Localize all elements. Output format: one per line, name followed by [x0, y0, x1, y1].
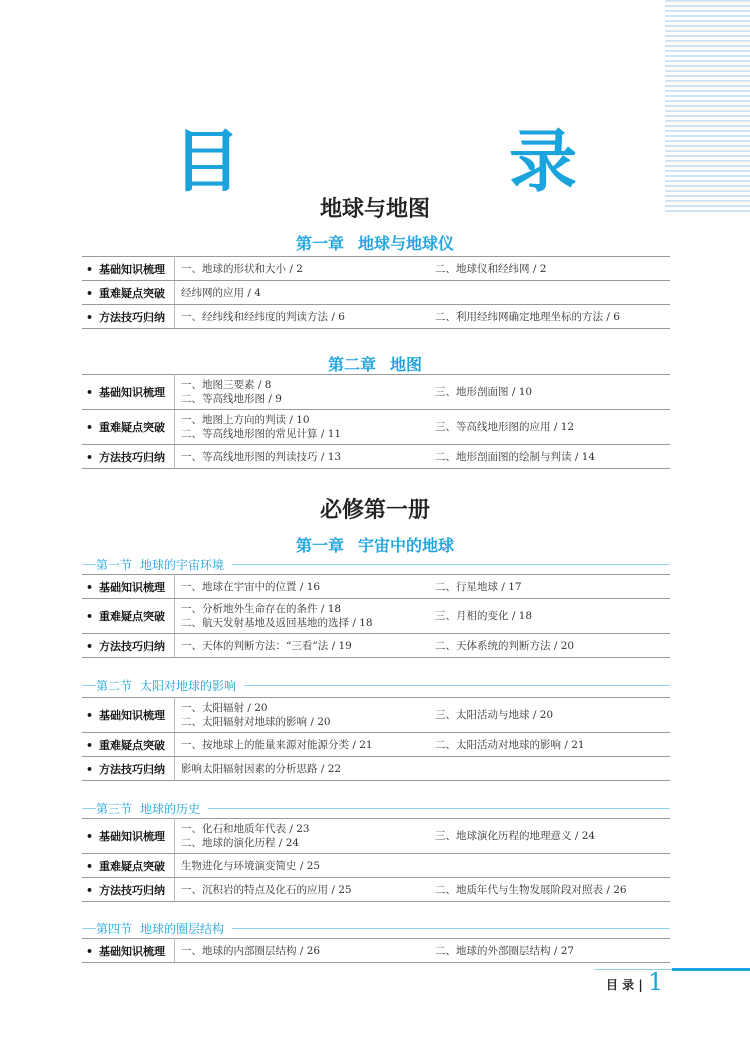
section-heading: [82, 556, 670, 574]
section-heading: [82, 800, 670, 818]
toc-table: [82, 697, 670, 781]
toc-entry[interactable]: 三、地形剖面图 / 10: [435, 386, 533, 398]
row-label: • 基础知识梳理: [82, 698, 175, 733]
toc-table: [82, 818, 670, 902]
footer-accent-bar: [672, 968, 750, 971]
toc-row: [82, 878, 670, 902]
part-title: 必修第一册: [319, 498, 430, 523]
toc-row: [82, 599, 670, 634]
row-label: • 方法技巧归纳: [82, 634, 175, 658]
row-label: • 重难疑点突破: [82, 410, 175, 445]
toc-table: [82, 938, 670, 963]
toc-row: [82, 854, 670, 878]
toc-entry[interactable]: 一、地球的内部圈层结构 / 26: [181, 944, 321, 957]
row-label: • 方法技巧归纳: [82, 757, 175, 781]
toc-row: [82, 281, 670, 305]
page-title: 目 录: [172, 123, 677, 202]
toc-entry[interactable]: 二、等高线地形图的常见计算 / 11: [181, 428, 342, 440]
part-title: 地球与地图: [319, 197, 430, 222]
page-number: 1: [648, 968, 664, 996]
toc-entry[interactable]: 三、太阳活动与地球 / 20: [435, 709, 554, 721]
toc-row: [82, 634, 670, 658]
row-label: • 重难疑点突破: [82, 733, 175, 757]
row-label: • 基础知识梳理: [82, 819, 175, 854]
toc-row: [82, 375, 670, 410]
row-label: • 基础知识梳理: [82, 257, 175, 281]
toc-entry[interactable]: 一、地图三要素 / 8: [181, 379, 272, 391]
toc-row: [82, 575, 670, 599]
toc-entry[interactable]: 一、按地球上的能量来源对能源分类 / 21: [181, 738, 373, 751]
toc-entry[interactable]: 一、地球在宇宙中的位置 / 16: [181, 580, 321, 593]
toc-entry[interactable]: 二、地质年代与生物发展阶段对照表 / 26: [435, 883, 627, 896]
toc-entry[interactable]: 一、沉积岩的特点及化石的应用 / 25: [181, 883, 352, 896]
toc-entry[interactable]: 二、航天发射基地及返回基地的选择 / 18: [181, 617, 373, 629]
toc-entry[interactable]: 二、地形剖面图的绘制与判读 / 14: [435, 450, 596, 463]
toc-entry[interactable]: 生物进化与环境演变简史 / 25: [181, 859, 321, 872]
toc-entry[interactable]: 二、等高线地形图 / 9: [181, 393, 282, 405]
toc-entry[interactable]: 一、地球的形状和大小 / 2: [181, 262, 303, 275]
toc-table: [82, 374, 670, 469]
toc-row: [82, 305, 670, 329]
toc-entry[interactable]: 一、化石和地质年代表 / 23: [181, 823, 310, 835]
row-label: • 基础知识梳理: [82, 939, 175, 963]
row-label: • 重难疑点突破: [82, 599, 175, 634]
toc-entry[interactable]: 三、月相的变化 / 18: [435, 610, 533, 622]
toc-table: [82, 256, 670, 329]
toc-entry[interactable]: 一、天体的判断方法：“三看”法 / 19: [181, 639, 352, 652]
section-name: 太阳对地球的影响: [140, 679, 237, 693]
chapter-heading: [0, 352, 750, 375]
row-label: • 方法技巧归纳: [82, 445, 175, 469]
toc-entry[interactable]: 经纬网的应用 / 4: [181, 286, 261, 299]
toc-row: [82, 819, 670, 854]
footer-label: 目 录 |: [606, 978, 643, 992]
row-label: • 方法技巧归纳: [82, 878, 175, 902]
toc-row: [82, 698, 670, 733]
row-label: • 重难疑点突破: [82, 854, 175, 878]
chapter-name: 宇宙中的地球: [358, 536, 455, 555]
toc-entry[interactable]: 影响太阳辐射因素的分析思路 / 22: [181, 762, 342, 775]
row-label: • 基础知识梳理: [82, 375, 175, 410]
toc-entry[interactable]: 二、太阳辐射对地球的影响 / 20: [181, 716, 331, 728]
chapter-name: 地球与地球仪: [358, 234, 455, 253]
toc-entry[interactable]: 二、太阳活动对地球的影响 / 21: [435, 738, 585, 751]
toc-entry[interactable]: 三、等高线地形图的应用 / 12: [435, 421, 575, 433]
chapter-label: 第一章: [295, 536, 344, 555]
toc-entry[interactable]: 二、天体系统的判断方法 / 20: [435, 639, 575, 652]
toc-row: [82, 757, 670, 781]
toc-entry[interactable]: 一、分析地外生命存在的条件 / 18: [181, 603, 342, 615]
chapter-label: 第二章: [327, 355, 376, 374]
toc-entry[interactable]: 二、行星地球 / 17: [435, 580, 522, 593]
toc-entry[interactable]: 二、利用经纬网确定地理坐标的方法 / 6: [435, 310, 620, 323]
toc-entry[interactable]: 三、地球演化历程的地理意义 / 24: [435, 830, 596, 842]
toc-row: [82, 445, 670, 469]
toc-row: [82, 410, 670, 445]
section-heading: [82, 920, 670, 938]
chapter-name: 地图: [390, 355, 423, 374]
toc-table: [82, 574, 670, 658]
toc-entry[interactable]: 二、地球的外部圈层结构 / 27: [435, 944, 575, 957]
section-label: 第二节: [96, 679, 133, 693]
section-label: 第四节: [96, 922, 133, 936]
toc-entry[interactable]: 二、地球的演化历程 / 24: [181, 837, 300, 849]
section-heading: [82, 677, 670, 695]
toc-entry[interactable]: 一、地图上方向的判读 / 10: [181, 414, 310, 426]
row-label: • 重难疑点突破: [82, 281, 175, 305]
row-label: • 方法技巧归纳: [82, 305, 175, 329]
toc-row: [82, 257, 670, 281]
section-name: 地球的宇宙环境: [140, 558, 225, 572]
toc-entry[interactable]: 一、经纬线和经纬度的判读方法 / 6: [181, 310, 345, 323]
toc-entry[interactable]: 一、等高线地形图的判读技巧 / 13: [181, 450, 342, 463]
toc-row: [82, 939, 670, 963]
section-label: 第一节: [96, 558, 133, 572]
section-label: 第三节: [96, 802, 133, 816]
toc-entry[interactable]: 一、太阳辐射 / 20: [181, 702, 268, 714]
toc-row: [82, 733, 670, 757]
chapter-heading: [0, 231, 750, 254]
section-name: 地球的历史: [140, 802, 201, 816]
section-name: 地球的圈层结构: [140, 922, 225, 936]
row-label: • 基础知识梳理: [82, 575, 175, 599]
chapter-heading: [0, 533, 750, 556]
chapter-label: 第一章: [295, 234, 344, 253]
toc-entry[interactable]: 二、地球仪和经纬网 / 2: [435, 262, 547, 275]
